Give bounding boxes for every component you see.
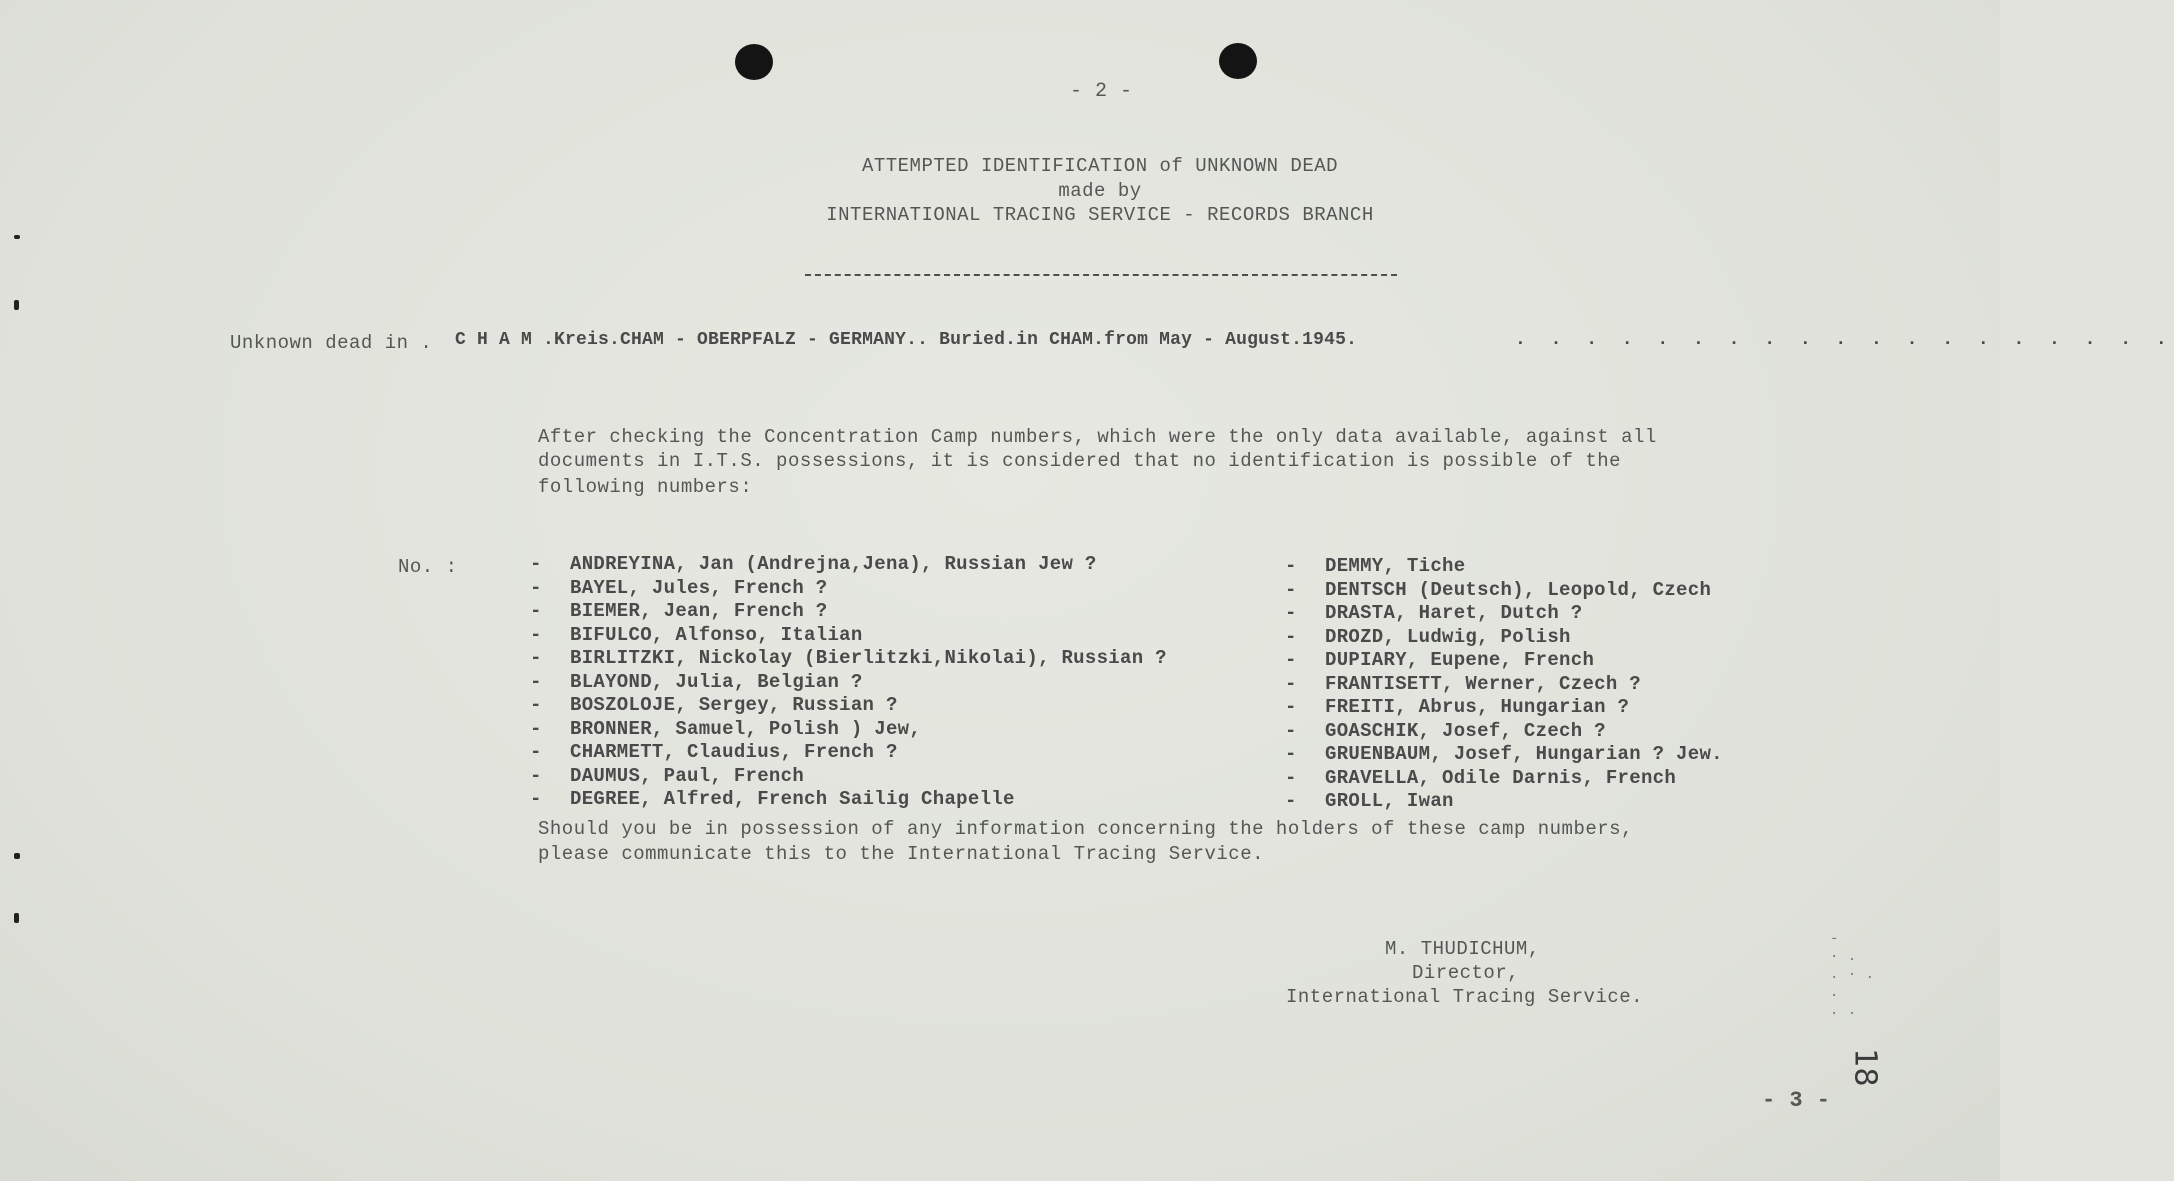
margin-mark bbox=[14, 235, 20, 239]
intro-line-3: following numbers: bbox=[538, 476, 753, 498]
intro-line-1: After checking the Concentration Camp numbers, which were the only data available, against all bbox=[538, 426, 1657, 448]
pencil-folio-number: 18 bbox=[1847, 1048, 1883, 1087]
list-item: - BOSZOLOJE, Sergey, Russian ? bbox=[530, 694, 898, 716]
list-item: - BAYEL, Jules, French ? bbox=[530, 576, 828, 599]
margin-mark bbox=[14, 913, 19, 923]
list-item: - BIRLITZKI, Nickolay (Bierlitzki,Nikolai), Russian ? bbox=[530, 647, 1167, 669]
heading-line-1: ATTEMPTED IDENTIFICATION of UNKNOWN DEAD bbox=[861, 155, 1339, 177]
list-item: - DAUMUS, Paul, French bbox=[530, 764, 805, 787]
closing-line-2: please communicate this to the International Tracing Service. bbox=[538, 843, 1265, 865]
intro-line-2: documents in I.T.S. possessions, it is considered that no identification is possible of the bbox=[538, 450, 1622, 472]
list-item: - GRAVELLA, Odile Darnis, French bbox=[1285, 766, 1677, 789]
list-item: - DROZD, Ludwig, Polish bbox=[1285, 625, 1571, 648]
heading-divider bbox=[805, 274, 1397, 276]
list-item: - BRONNER, Samuel, Polish ) Jew, bbox=[530, 717, 922, 740]
heading-line-3: INTERNATIONAL TRACING SERVICE - RECORDS BRANCH bbox=[826, 204, 1374, 226]
unknown-dead-label: Unknown dead in . bbox=[230, 332, 433, 354]
list-item: - FRANTISETT, Werner, Czech ? bbox=[1285, 672, 1641, 695]
dot-leader: . . . . . . . . . . . . . . . . . . . bbox=[1515, 330, 2174, 350]
page-number-bottom: - 3 - bbox=[1762, 1088, 1831, 1113]
list-item: - ANDREYINA, Jan (Andrejna,Jena), Russian Jew ? bbox=[530, 553, 1097, 575]
page-number-top: - 2 - bbox=[1070, 80, 1133, 103]
punch-hole-right bbox=[1219, 43, 1257, 79]
list-item: - GROLL, Iwan bbox=[1285, 790, 1454, 812]
list-item: - DRASTA, Haret, Dutch ? bbox=[1285, 602, 1583, 624]
list-item: - GRUENBAUM, Josef, Hungarian ? Jew. bbox=[1285, 743, 1723, 765]
list-item: - BLAYOND, Julia, Belgian ? bbox=[530, 670, 863, 693]
heading-line-2: made by bbox=[1058, 180, 1142, 202]
list-item: - BIEMER, Jean, French ? bbox=[530, 600, 828, 622]
margin-mark bbox=[14, 853, 20, 859]
list-item: - CHARMETT, Claudius, French ? bbox=[530, 741, 898, 763]
list-item: - BIFULCO, Alfonso, Italian bbox=[530, 623, 863, 646]
signature-org: International Tracing Service. bbox=[1286, 986, 1644, 1008]
right-name-list bbox=[1285, 555, 1723, 814]
left-name-list bbox=[530, 553, 1167, 812]
list-item: - DENTSCH (Deutsch), Leopold, Czech bbox=[1285, 578, 1712, 601]
list-item: - FREITI, Abrus, Hungarian ? bbox=[1285, 696, 1630, 718]
list-item: - DEGREE, Alfred, French Sailig Chapelle bbox=[530, 788, 1015, 810]
edge-dots: - · . . · . . . . bbox=[1830, 931, 1875, 1019]
unknown-dead-location: C H A M .Kreis.CHAM - OBERPFALZ - GERMANY.. Buried.in CHAM.from May - August.1945. bbox=[455, 330, 1358, 350]
list-item: - GOASCHIK, Josef, Czech ? bbox=[1285, 719, 1606, 742]
list-item: - DEMMY, Tiche bbox=[1285, 555, 1466, 577]
number-label: No. : bbox=[398, 556, 458, 578]
list-item: - DUPIARY, Eupene, French bbox=[1285, 649, 1595, 671]
signature-title: Director, bbox=[1412, 962, 1520, 984]
margin-mark bbox=[14, 300, 19, 310]
punch-hole-left bbox=[735, 44, 773, 80]
signature-name: M. THUDICHUM, bbox=[1385, 938, 1540, 960]
closing-line-1: Should you be in possession of any information concerning the holders of these camp numbers, bbox=[538, 818, 1633, 840]
